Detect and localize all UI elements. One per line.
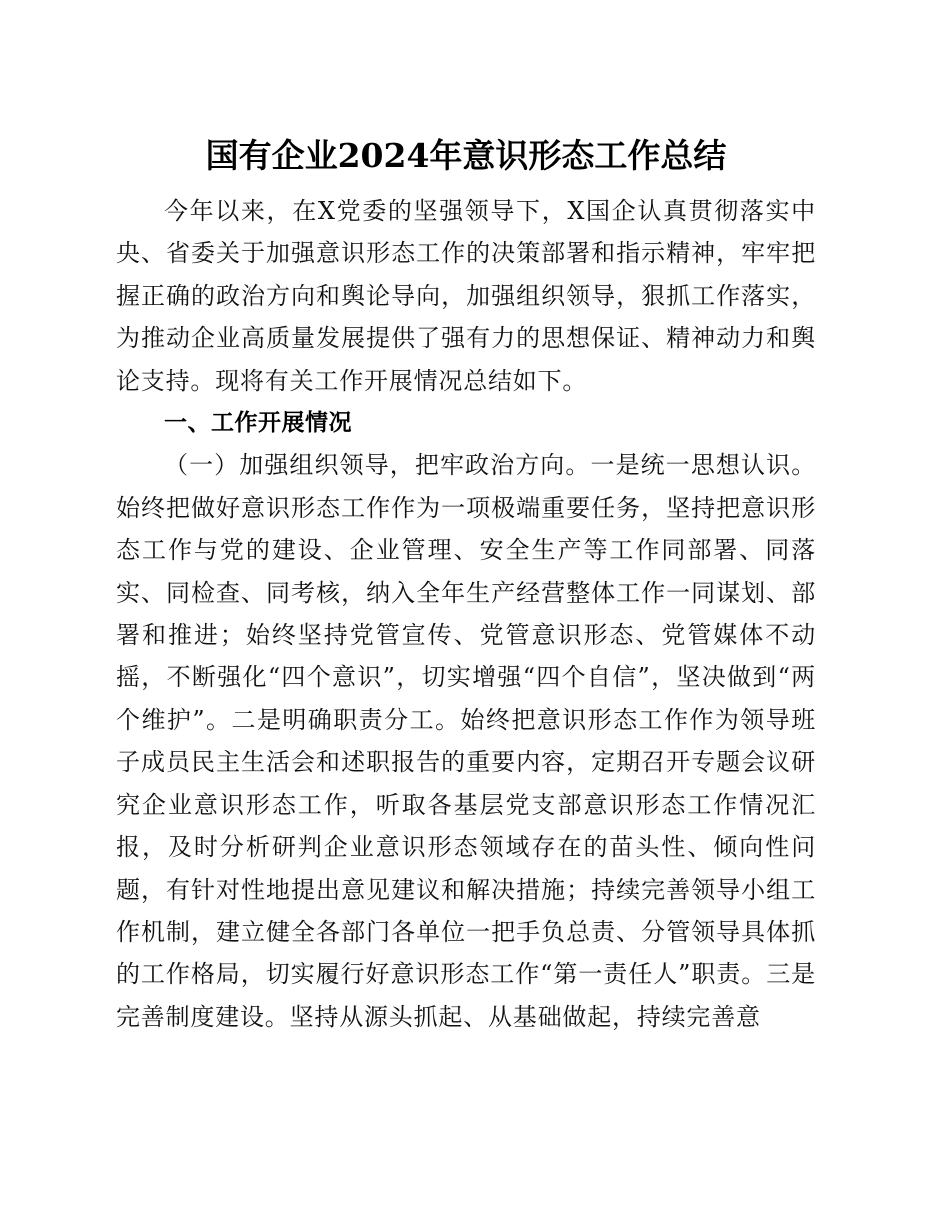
document-title: 国有企业2024年意识形态工作总结: [205, 136, 727, 175]
section-1-1-paragraph: [116, 444, 816, 1038]
intro-paragraph: 今年以来，在X党委的坚强领导下，X国企认真贯彻落实中央、省委关于加强意识形态工作的决策部署和指示精神，牢牢把握正确的政治方向和舆论导向，加强组织领导，狠抓工作落实，为推动企业高质量发展提供了强有力的思想保证、精神动力和舆论支持。现将有关工作开展情况总结如下。: [116, 197, 816, 395]
section-1-1-body: 一是统一思想认识。始终把做好意识形态工作作为一项极端重要任务，坚持把意识形态工作与党的建设、企业管理、安全生产等工作同部署、同落实、同检查、同考核，纳入全年生产经营整体工作一同谋划、部署和推进；始终坚持党管宣传、党管意识形态、党管媒体不动摇，不断强化“四个意识”，切实增强“四个自信”，坚决做到“两个维护”。二是明确职责分工。始终把意识形态工作作为领导班子成员民主生活会和述职报告的重要内容，定期召开专题会议研究企业意识形态工作，听取各基层党支部意识形态工作情况汇报，及时分析研判企业意识形态领域存在的苗头性、倾向性问题，有针对性地提出意见建议和解决措施；持续完善领导小组工作机制，建立健全各部门各单位一把手负总责、分管领导具体抓的工作格局，切实履行好意识形态工作“第一责任人”职责。三是完善制度建设。坚持从源头抓起、从基础做起，持续完善意: [116, 451, 816, 1031]
document-body: [116, 128, 816, 1038]
section-heading-work-progress: 一、工作开展情况: [164, 410, 352, 437]
section-1-1-lead: （一）加强组织领导，把牢政治方向。: [164, 451, 591, 480]
